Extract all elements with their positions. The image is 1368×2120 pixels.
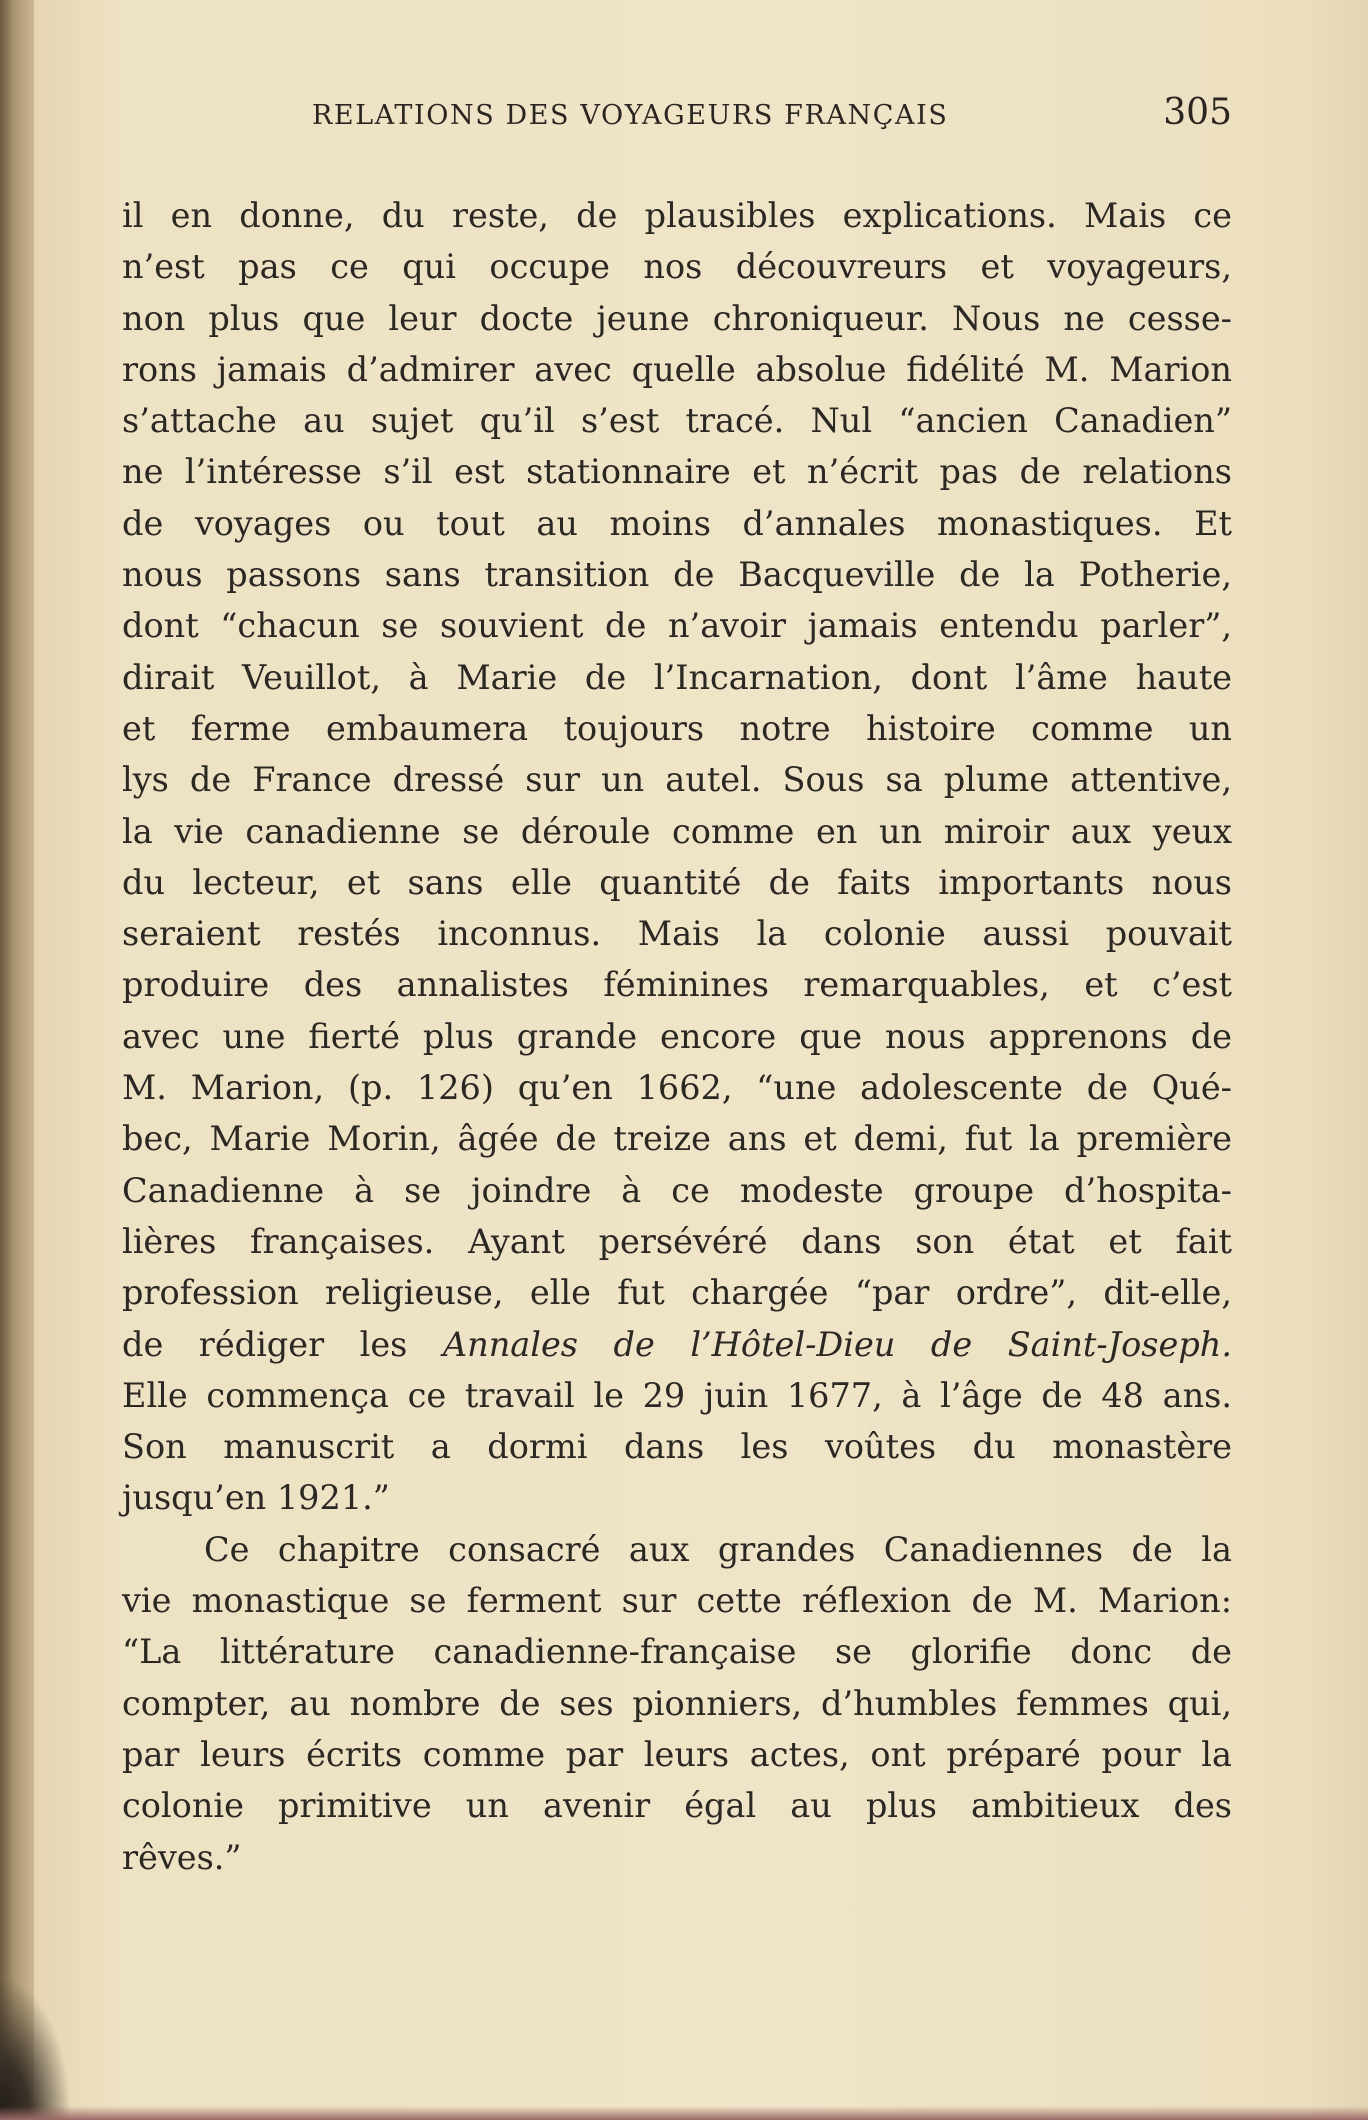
text-line: dont “chacun se souvient de n’avoir jamais entendu parler”, — [122, 606, 1232, 646]
text-line: Elle commença ce travail le 29 juin 1677, à l’âge de 48 ans. — [122, 1375, 1232, 1415]
text-line: et ferme embaumera toujours notre histoire comme un — [122, 708, 1232, 748]
text-line: jusqu’en 1921.” — [122, 1478, 390, 1518]
running-head: RELATIONS DES VOYAGEURS FRANÇAIS — [312, 100, 949, 131]
bottom-corner-shadow — [0, 1980, 70, 2120]
text-line: il en donne, du reste, de plausibles explications. Mais ce — [122, 196, 1232, 235]
text-line: dirait Veuillot, à Marie de l’Incarnation, dont l’âme haute — [122, 657, 1232, 697]
bottom-page-edge — [0, 2106, 1368, 2120]
text-line-with-title — [122, 1319, 1232, 1370]
text-line: colonie primitive un avenir égal au plus ambitieux des — [122, 1786, 1232, 1826]
text-line: ne l’intéresse s’il est stationnaire et n’écrit pas de relations — [122, 452, 1232, 492]
text-line: bec, Marie Morin, âgée de treize ans et demi, fut la première — [122, 1119, 1232, 1159]
text-line: compter, au nombre de ses pionniers, d’humbles femmes qui, — [122, 1683, 1232, 1723]
text-line: produire des annalistes féminines remarquables, et c’est — [122, 965, 1232, 1005]
text-line: vie monastique se ferment sur cette réflexion de M. Marion: — [122, 1581, 1232, 1621]
text-line: Canadienne à se joindre à ce modeste groupe d’hospita- — [122, 1170, 1232, 1210]
text-line: n’est pas ce qui occupe nos découvreurs et voyageurs, — [122, 247, 1232, 287]
text-line: Son manuscrit a dormi dans les voûtes du monastère — [122, 1427, 1232, 1467]
text-line: seraient restés inconnus. Mais la colonie aussi pouvait — [122, 914, 1232, 954]
text-line: M. Marion, (p. 126) qu’en 1662, “une adolescente de Qué- — [122, 1068, 1232, 1108]
text-line: non plus que leur docte jeune chroniqueur. Nous ne cesse- — [122, 298, 1232, 338]
text-line: lys de France dressé sur un autel. Sous sa plume attentive, — [122, 760, 1232, 800]
text-line: “La littérature canadienne-française se glorifie donc de — [122, 1632, 1232, 1672]
text-line: de voyages ou tout au moins d’annales monastiques. Et — [122, 503, 1232, 543]
text-line: la vie canadienne se déroule comme en un miroir aux yeux — [122, 811, 1232, 851]
text-line: par leurs écrits comme par leurs actes, ont préparé pour la — [122, 1734, 1232, 1774]
text-line: nous passons sans transition de Bacqueville de la Potherie, — [122, 555, 1232, 595]
text-line: avec une fierté plus grande encore que nous apprenons de — [122, 1016, 1232, 1056]
text-line: du lecteur, et sans elle quantité de faits importants nous — [122, 862, 1232, 902]
text-line: profession religieuse, elle fut chargée “par ordre”, dit-elle, — [122, 1273, 1232, 1313]
page-number: 305 — [1163, 92, 1232, 133]
page-header — [122, 92, 1232, 142]
text-fragment: de rédiger les — [122, 1324, 408, 1364]
italic-book-title: Annales de l’Hôtel-Dieu de Saint-Joseph. — [442, 1324, 1232, 1364]
book-spine-shadow — [0, 0, 34, 2120]
text-line: s’attache au sujet qu’il s’est tracé. Nul “ancien Canadien” — [122, 401, 1232, 441]
paragraph-first-line: Ce chapitre consacré aux grandes Canadiennes de la — [204, 1529, 1232, 1569]
text-line: rêves.” — [122, 1837, 242, 1877]
text-line: lières françaises. Ayant persévéré dans son état et fait — [122, 1221, 1232, 1261]
text-line: rons jamais d’admirer avec quelle absolue fidélité M. Marion — [122, 349, 1232, 389]
body-text — [122, 190, 1232, 1883]
